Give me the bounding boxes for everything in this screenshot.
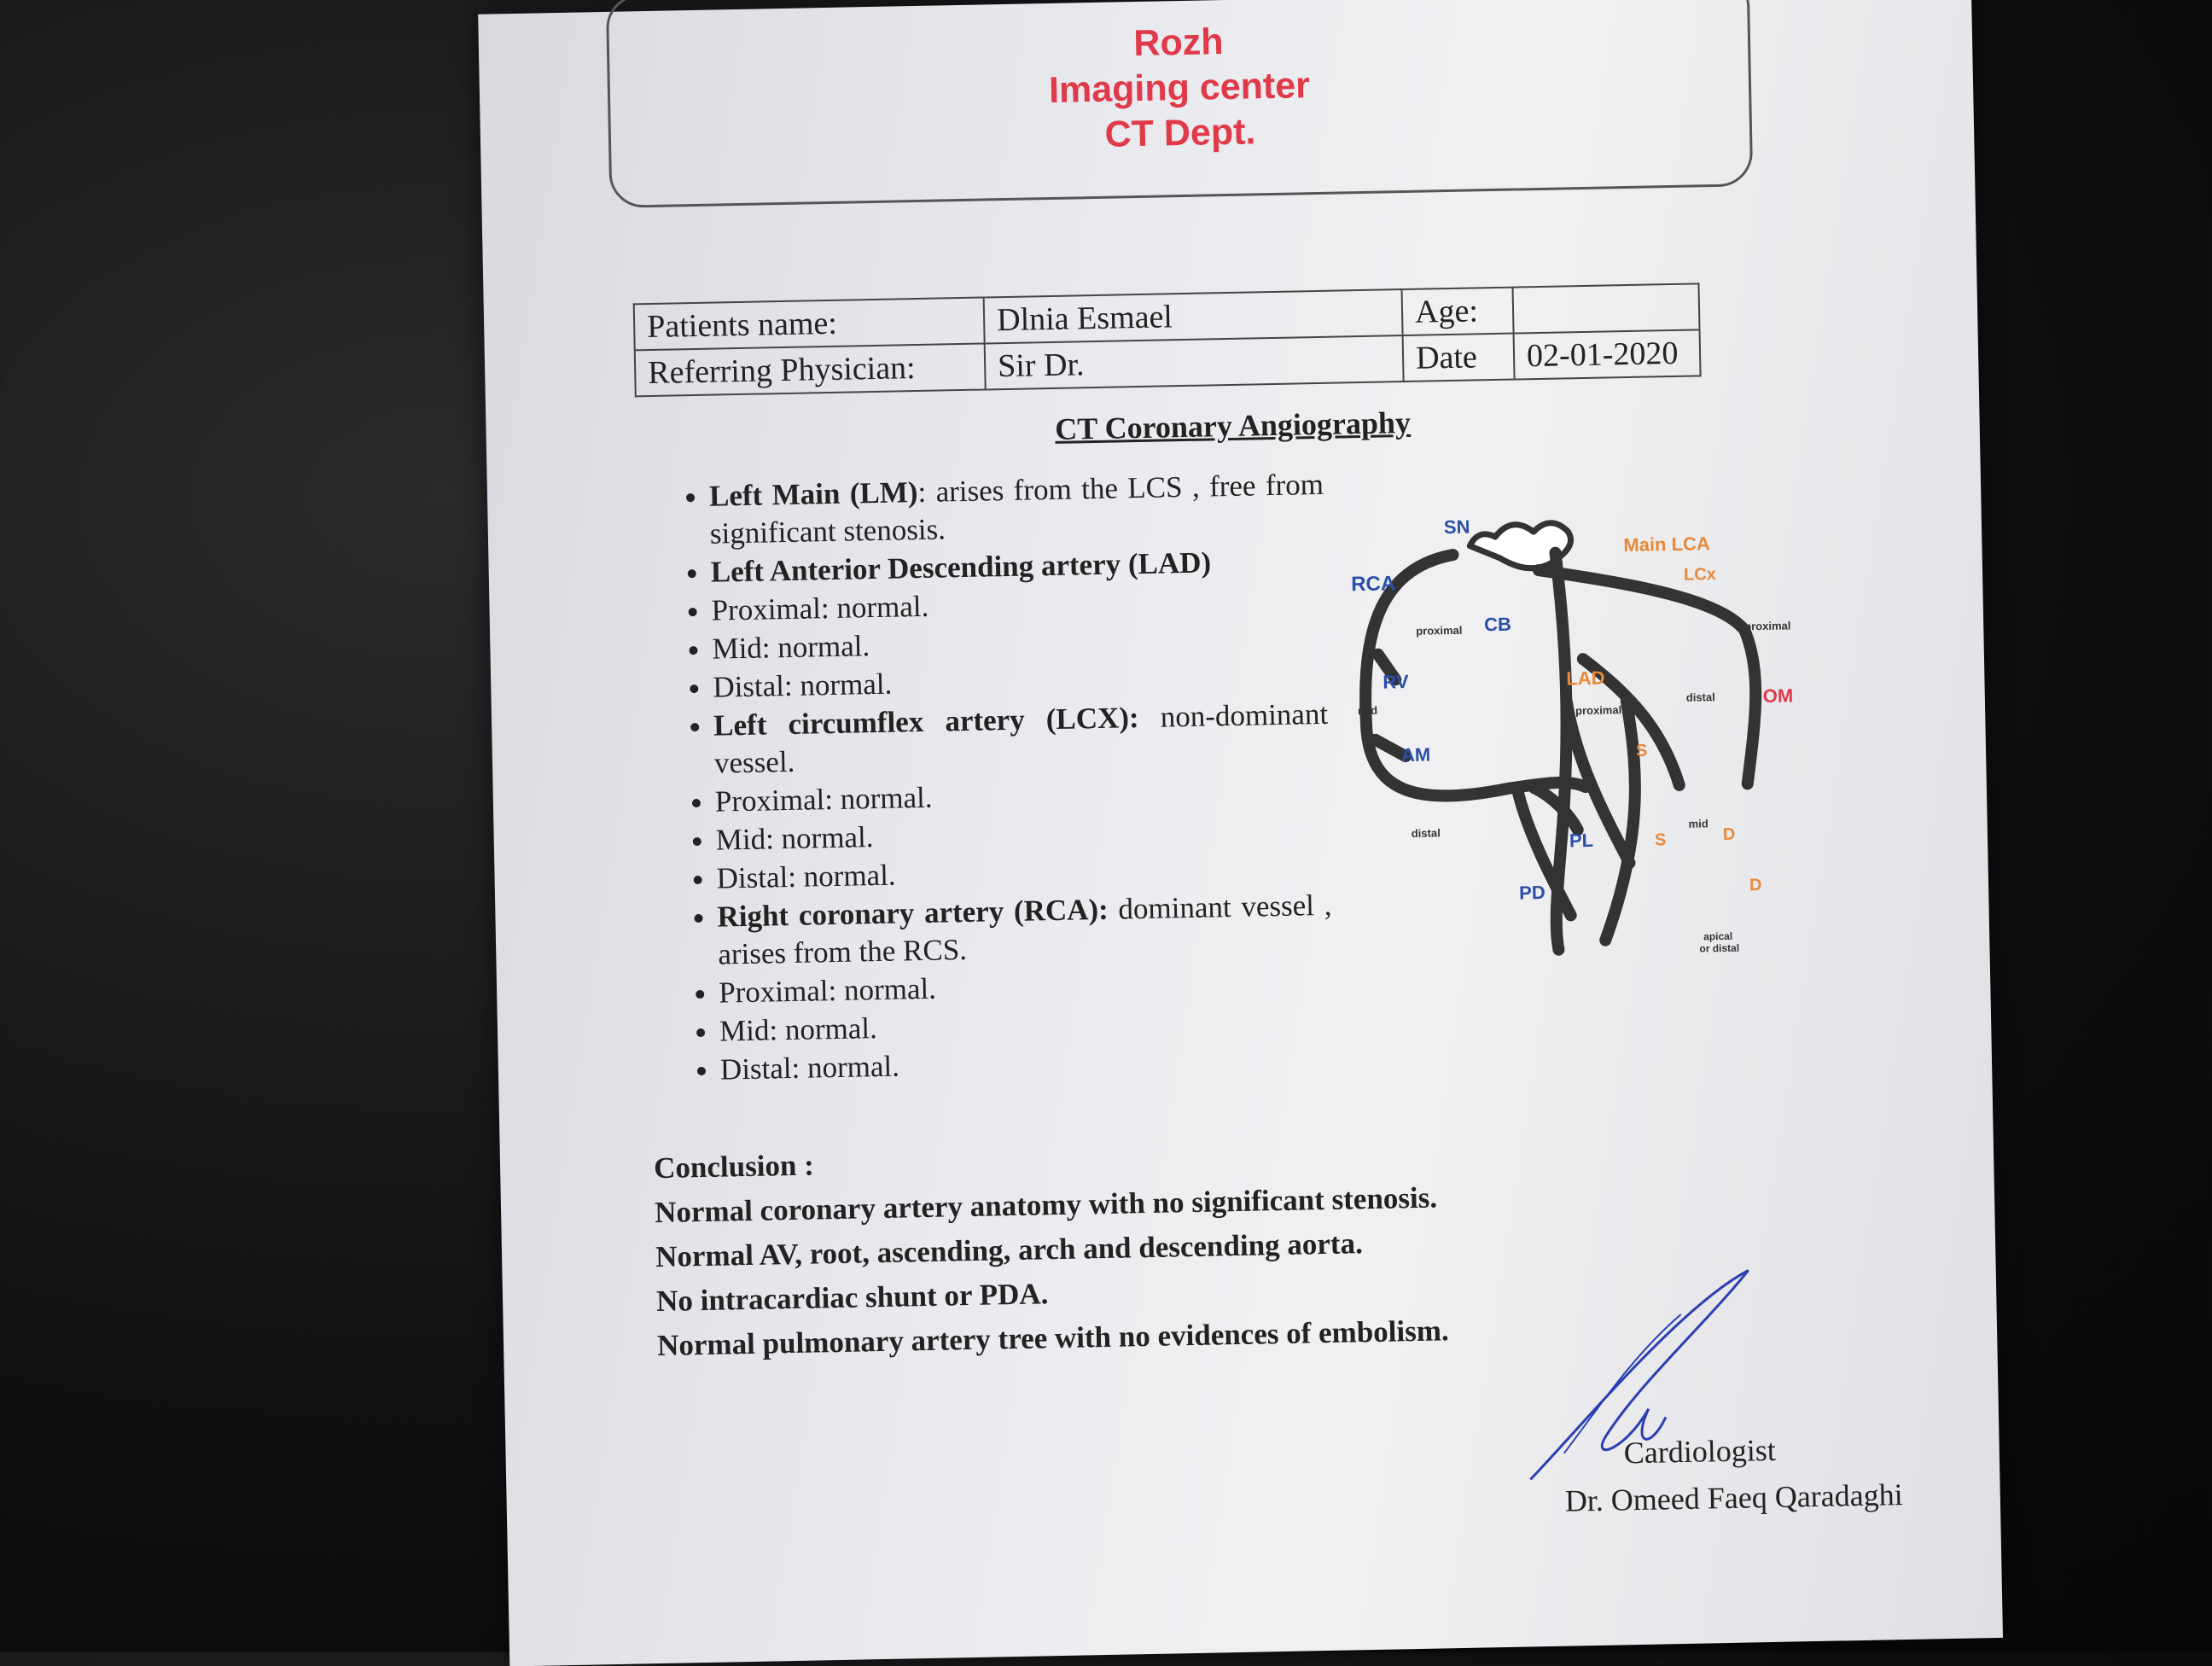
conclusion-line-4: Normal pulmonary artery tree with no evidences of embolism. [656, 1314, 1450, 1363]
date-label: Date [1403, 334, 1515, 382]
label-proximal-rca: proximal [1416, 623, 1463, 638]
label-lad: LAD [1566, 667, 1605, 690]
findings-list [658, 466, 1336, 1091]
finding-item [709, 466, 1325, 553]
label-or-distal: or distal [1699, 941, 1740, 955]
finding-text: : arises from the LCS , free from significant stenosis. [709, 467, 1324, 550]
report-title: CT Coronary Angiography [1054, 405, 1412, 446]
finding-text: dominant vessel , arises from the RCS. [717, 888, 1332, 971]
referring-physician-value: Sir Dr. [985, 335, 1404, 389]
header-box [606, 0, 1754, 208]
header-line-1: Rozh [1132, 21, 1224, 65]
label-cb: CB [1483, 613, 1512, 636]
label-mid-rca: mid [1357, 703, 1378, 718]
label-lcx: LCx [1683, 565, 1717, 585]
finding-item [713, 696, 1330, 783]
finding-text: Mid: normal. [715, 820, 874, 857]
finding-text: Proximal: normal. [714, 780, 933, 818]
conclusion-line-1: Normal coronary artery anatomy with no significant stenosis. [654, 1180, 1438, 1230]
finding-title: Left Anterior Descending artery (LAD) [710, 545, 1212, 589]
finding-text: Distal: normal. [716, 858, 896, 895]
report-page [478, 0, 2003, 1666]
finding-text: non-dominant vessel. [713, 696, 1329, 780]
patient-info-table [633, 283, 1702, 397]
age-value [1513, 283, 1700, 333]
conclusion-heading: Conclusion : [653, 1148, 815, 1185]
conclusion-line-3: No intracardiac shunt or PDA. [655, 1277, 1049, 1319]
label-om: OM [1762, 684, 1794, 708]
center-name [609, 9, 1750, 167]
finding-text: Proximal: normal. [711, 589, 929, 627]
header-line-3: CT Dept. [1104, 111, 1256, 155]
label-distal-lcx: distal [1685, 690, 1715, 704]
referring-physician-label: Referring Physician: [635, 343, 986, 396]
label-apical: apical [1703, 929, 1733, 943]
conclusion-line-2: Normal AV, root, ascending, arch and descending aorta. [655, 1226, 1364, 1274]
label-main-lca: Main LCA [1623, 533, 1711, 556]
coronary-artery-diagram [1341, 501, 1827, 971]
age-label: Age: [1402, 288, 1514, 335]
label-s2: S [1654, 830, 1667, 850]
label-d1: D [1722, 824, 1736, 844]
date-value: 02-01-2020 [1514, 329, 1701, 379]
finding-text: Distal: normal. [719, 1049, 900, 1086]
label-pd: PD [1518, 881, 1545, 904]
finding-text: Proximal: normal. [718, 971, 937, 1010]
header-line-2: Imaging center [1048, 65, 1311, 111]
label-s1: S [1635, 741, 1648, 760]
finding-title: Left Main (LM) [708, 475, 918, 513]
finding-title: Left circumflex artery (LCX): [713, 701, 1139, 743]
finding-text: Distal: normal. [712, 667, 893, 704]
label-proximal-lcx: proximal [1744, 619, 1791, 633]
finding-title: Right coronary artery (RCA): [717, 892, 1109, 934]
label-rca: RCA [1350, 572, 1396, 597]
patient-name-label: Patients name: [634, 297, 985, 350]
label-proximal-lad: proximal [1575, 703, 1622, 718]
label-distal-rca: distal [1411, 826, 1441, 840]
finding-item [717, 887, 1333, 974]
signature-role: Cardiologist [1623, 1432, 1777, 1471]
conclusion-section [654, 1128, 1597, 1368]
label-mid-lad: mid [1688, 817, 1708, 830]
label-rv: RV [1382, 671, 1409, 693]
label-d2: D [1749, 876, 1762, 895]
patient-name-value: Dlnia Esmael [984, 289, 1403, 343]
signature-name: Dr. Omeed Faeq Qaradaghi [1564, 1477, 1904, 1518]
finding-text: Mid: normal. [719, 1011, 878, 1048]
label-am: AM [1400, 743, 1431, 766]
label-pl: PL [1569, 829, 1594, 852]
label-sn: SN [1443, 516, 1470, 539]
finding-text: Mid: normal. [712, 629, 870, 666]
